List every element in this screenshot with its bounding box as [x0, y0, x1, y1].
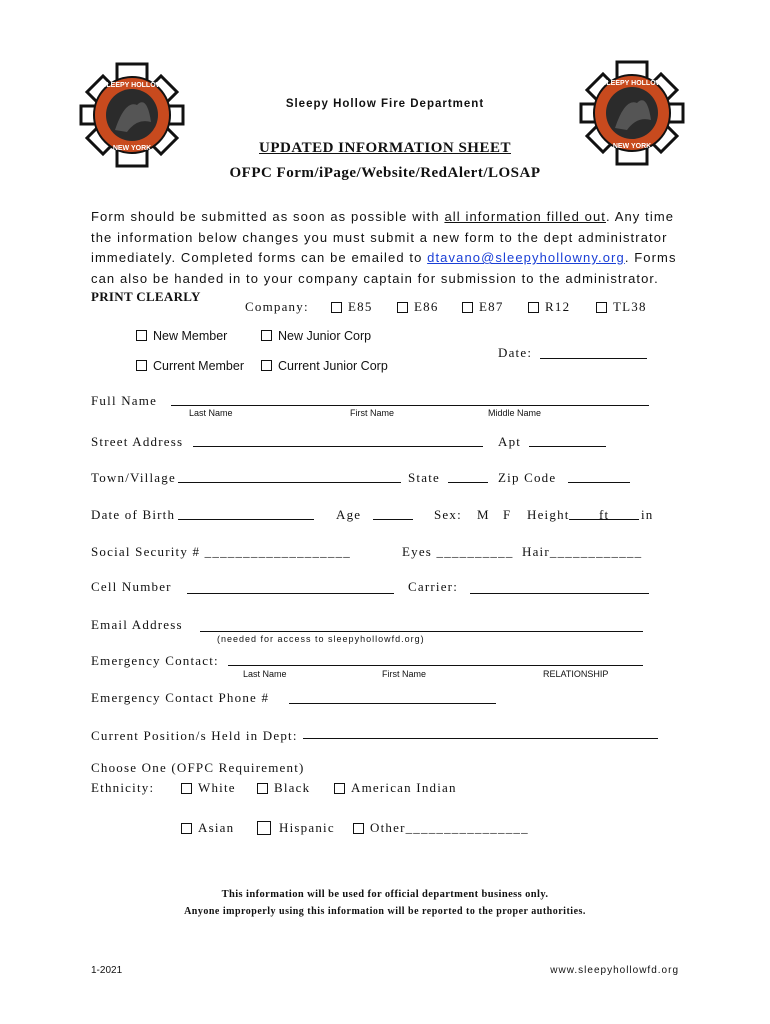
state-field[interactable] — [448, 482, 488, 483]
company-option-e85[interactable] — [331, 299, 373, 315]
state-label: State — [408, 470, 440, 485]
checkbox[interactable] — [397, 302, 408, 313]
company-option-label: E85 — [348, 299, 373, 314]
emergency-contact-field[interactable] — [228, 665, 643, 666]
emergency-phone-label: Emergency Contact Phone # — [91, 690, 270, 705]
email-label: Email Address — [91, 617, 183, 632]
age-field[interactable] — [373, 519, 413, 520]
height-label: Height — [527, 507, 570, 522]
ethnicity-option-label: Asian — [198, 820, 235, 835]
checkbox[interactable] — [331, 302, 342, 313]
ethnicity-asian[interactable] — [181, 820, 234, 836]
ethnicity-white[interactable] — [181, 780, 236, 796]
company-option-label: E86 — [414, 299, 439, 314]
town-label: Town/Village — [91, 470, 176, 485]
intro-text-2: . Any time the information below changes you must submit a new form to the dept administrator immediately. Completed forms can be emailed to — [91, 209, 675, 265]
dob-label: Date of Birth — [91, 507, 176, 522]
checkbox[interactable] — [257, 821, 271, 835]
company-option-label: TL38 — [613, 299, 647, 314]
zip-label: Zip Code — [498, 470, 557, 485]
apt-label: Apt — [498, 434, 522, 449]
ethnicity-option-label: Other________________ — [370, 820, 529, 835]
zip-field[interactable] — [568, 482, 630, 483]
intro-paragraph — [91, 207, 691, 289]
height-ft-label: ft — [599, 507, 610, 522]
full-name-first-caption: First Name — [350, 408, 395, 418]
carrier-label: Carrier: — [408, 579, 459, 594]
checkbox[interactable] — [181, 823, 192, 834]
intro-text-1: Form should be submitted as soon as possible with — [91, 209, 445, 224]
carrier-field[interactable] — [470, 593, 649, 594]
footer-website: www.sleepyhollowfd.org — [550, 965, 679, 976]
logo-bottom-text: NEW YORK — [112, 145, 152, 152]
cell-number-field[interactable] — [187, 593, 394, 594]
checkbox[interactable] — [181, 783, 192, 794]
ethnicity-option-label: American Indian — [351, 780, 457, 795]
ethnicity-other[interactable] — [353, 820, 529, 836]
dob-field[interactable] — [178, 519, 314, 520]
full-name-middle-caption: Middle Name — [488, 408, 542, 418]
sex-f-option[interactable]: F — [503, 507, 512, 522]
member-type-label: Current Member — [153, 359, 244, 373]
ethnicity-label: Ethnicity: — [91, 780, 155, 795]
full-name-last-caption: Last Name — [189, 408, 233, 418]
ethnicity-american-indian[interactable] — [334, 780, 457, 796]
ethnicity-option-label: White — [198, 780, 236, 795]
ethnicity-hispanic[interactable] — [257, 820, 335, 836]
intro-underlined: all information filled out — [444, 209, 606, 224]
form-title: UPDATED INFORMATION SHEET — [259, 140, 511, 156]
hair-field[interactable]: Hair____________ — [522, 544, 643, 559]
checkbox[interactable] — [257, 783, 268, 794]
official-use-notice: This information will be used for official department business only. — [221, 889, 549, 900]
company-option-e87[interactable] — [462, 299, 504, 315]
emergency-phone-field[interactable] — [289, 703, 496, 704]
town-field[interactable] — [178, 482, 401, 483]
age-label: Age — [336, 507, 362, 522]
checkbox[interactable] — [136, 360, 147, 371]
emergency-last-caption: Last Name — [243, 669, 287, 679]
member-new-junior[interactable] — [261, 329, 371, 343]
company-option-e86[interactable] — [397, 299, 439, 315]
checkbox[interactable] — [261, 360, 272, 371]
member-type-label: Current Junior Corp — [278, 359, 388, 373]
choose-one-label: Choose One (OFPC Requirement) — [91, 760, 305, 775]
member-current-junior[interactable] — [261, 359, 388, 373]
positions-label: Current Position/s Held in Dept: — [91, 728, 298, 743]
intro-text-3: . Forms can also be handed in to your company captain for submission to the administrator. — [91, 250, 677, 286]
company-option-tl38[interactable] — [596, 299, 647, 315]
full-name-label: Full Name — [91, 393, 158, 408]
print-clearly: PRINT CLEARLY — [91, 289, 201, 304]
full-name-field[interactable] — [171, 405, 649, 406]
eyes-field[interactable]: Eyes __________ — [402, 544, 514, 559]
company-option-r12[interactable] — [528, 299, 570, 315]
checkbox[interactable] — [528, 302, 539, 313]
emergency-relationship-caption: RELATIONSHIP — [543, 669, 609, 679]
checkbox[interactable] — [353, 823, 364, 834]
email-field[interactable] — [200, 631, 643, 632]
cell-number-label: Cell Number — [91, 579, 172, 594]
form-subtitle: OFPC Form/iPage/Website/RedAlert/LOSAP — [229, 165, 541, 181]
date-field[interactable] — [540, 358, 647, 359]
ssn-field[interactable]: Social Security # ___________________ — [91, 544, 351, 559]
checkbox[interactable] — [136, 330, 147, 341]
admin-email-link[interactable]: dtavano@sleepyhollowny.org — [427, 250, 625, 265]
emergency-contact-label: Emergency Contact: — [91, 653, 219, 668]
ethnicity-option-label: Black — [274, 780, 311, 795]
checkbox[interactable] — [596, 302, 607, 313]
company-label: Company: — [245, 299, 309, 314]
emergency-first-caption: First Name — [382, 669, 427, 679]
improper-use-notice: Anyone improperly using this information will be reported to the proper authorities. — [184, 906, 586, 917]
checkbox[interactable] — [462, 302, 473, 313]
ethnicity-option-label: Hispanic — [279, 820, 335, 835]
logo-top-text: SLEEPY HOLLOW — [101, 82, 163, 89]
email-note: (needed for access to sleepyhollowfd.org) — [217, 634, 425, 644]
form-date: 1-2021 — [91, 965, 123, 976]
logo-top-text: SLEEPY HOLLOW — [601, 80, 663, 87]
apt-field[interactable] — [529, 446, 606, 447]
ethnicity-black[interactable] — [257, 780, 310, 796]
checkbox[interactable] — [334, 783, 345, 794]
positions-field[interactable] — [303, 738, 658, 739]
company-option-label: R12 — [545, 299, 571, 314]
department-name: Sleepy Hollow Fire Department — [285, 98, 485, 110]
member-type-label: New Junior Corp — [278, 329, 372, 343]
checkbox[interactable] — [261, 330, 272, 341]
member-type-label: New Member — [153, 329, 228, 343]
member-new[interactable] — [136, 329, 227, 343]
company-option-label: E87 — [479, 299, 504, 314]
sex-label: Sex: — [434, 507, 462, 522]
street-address-label: Street Address — [91, 434, 184, 449]
member-current[interactable] — [136, 359, 244, 373]
sex-m-option[interactable]: M — [477, 507, 490, 522]
date-label: Date: — [498, 345, 533, 360]
height-in-label: in — [641, 507, 654, 522]
logo-bottom-text: NEW YORK — [612, 143, 652, 150]
street-address-field[interactable] — [193, 446, 483, 447]
